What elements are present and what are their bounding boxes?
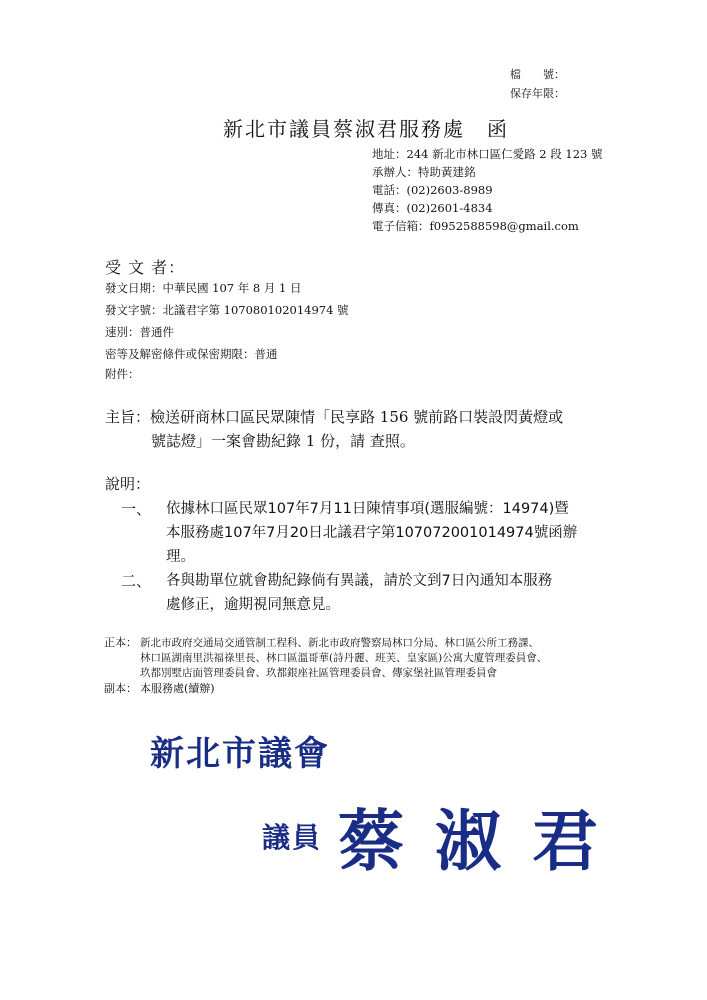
councilor-title-stamp: 議員 [262,821,323,854]
item-line: 本服務處107年7月20日北議君字第107072001014974號函辦 [166,525,578,541]
explanation-label: 說明： [105,475,151,493]
attachment-label: 附件： [105,367,140,381]
phone-line: 電話：(02)2603-8989 [372,183,493,197]
retention-period-label: 保存年限： [510,87,565,100]
issue-number: 發文字號：北議君字第 107080102014974 號 [105,303,349,317]
copy-recipient-value: 本服務處(續辦) [140,682,215,695]
delivery-speed: 速別：普通件 [105,325,174,339]
council-name-stamp: 新北市議會 [150,734,330,774]
subject-line-2: 號誌燈」一案會勘紀錄 1 份，請 查照。 [151,432,415,450]
item-number: 一、 [121,500,152,518]
issue-date: 發文日期：中華民國 107 年 8 月 1 日 [105,281,302,295]
item-line: 處修正，逾期視同無意見。 [166,597,340,613]
recipient-label: 受 文 者： [105,258,186,277]
item-line: 依據林口區民眾107年7月11日陳情事項(選服編號：14974)暨 [166,501,569,517]
main-recipient-line-2: 林口區湖南里洪福祿里長、林口區溫哥華(詩丹麗、班芙、皇家區)公寓大廈管理委員會、 [140,652,548,664]
secrecy-level: 密等及解密條件或保密期限：普通 [105,347,278,361]
file-number-label: 檔 號： [510,68,565,81]
main-recipient-line-3: 玖都別墅店面管理委員會、玖都銀座社區管理委員會、傳家堡社區管理委員會 [140,667,497,679]
copy-recipient-label: 副本： [104,682,137,695]
item-number: 二、 [121,572,152,590]
item-line: 理。 [166,549,195,565]
document-title: 新北市議員蔡淑君服務處 函 [223,117,509,141]
handler-line: 承辦人：特助黃建銘 [372,165,476,179]
councilor-name-stamp: 蔡 淑 君 [338,802,602,880]
address-line: 地址：244 新北市林口區仁愛路 2 段 123 號 [372,147,603,161]
main-recipient-line-1: 新北市政府交通局交通管制工程科、新北市政府警察局林口分局、林口區公所工務課、 [140,637,539,649]
fax-line: 傳真：(02)2601-4834 [372,201,493,215]
item-line: 各與勘單位就會勘紀錄倘有異議，請於文到7日內通知本服務 [166,573,553,589]
main-recipient-label: 正本： [104,636,137,649]
email-line: 電子信箱：f0952588598@gmail.com [372,219,579,233]
subject-line-1: 主旨：檢送研商林口區民眾陳情「民享路 156 號前路口裝設閃黃燈或 [105,408,564,426]
